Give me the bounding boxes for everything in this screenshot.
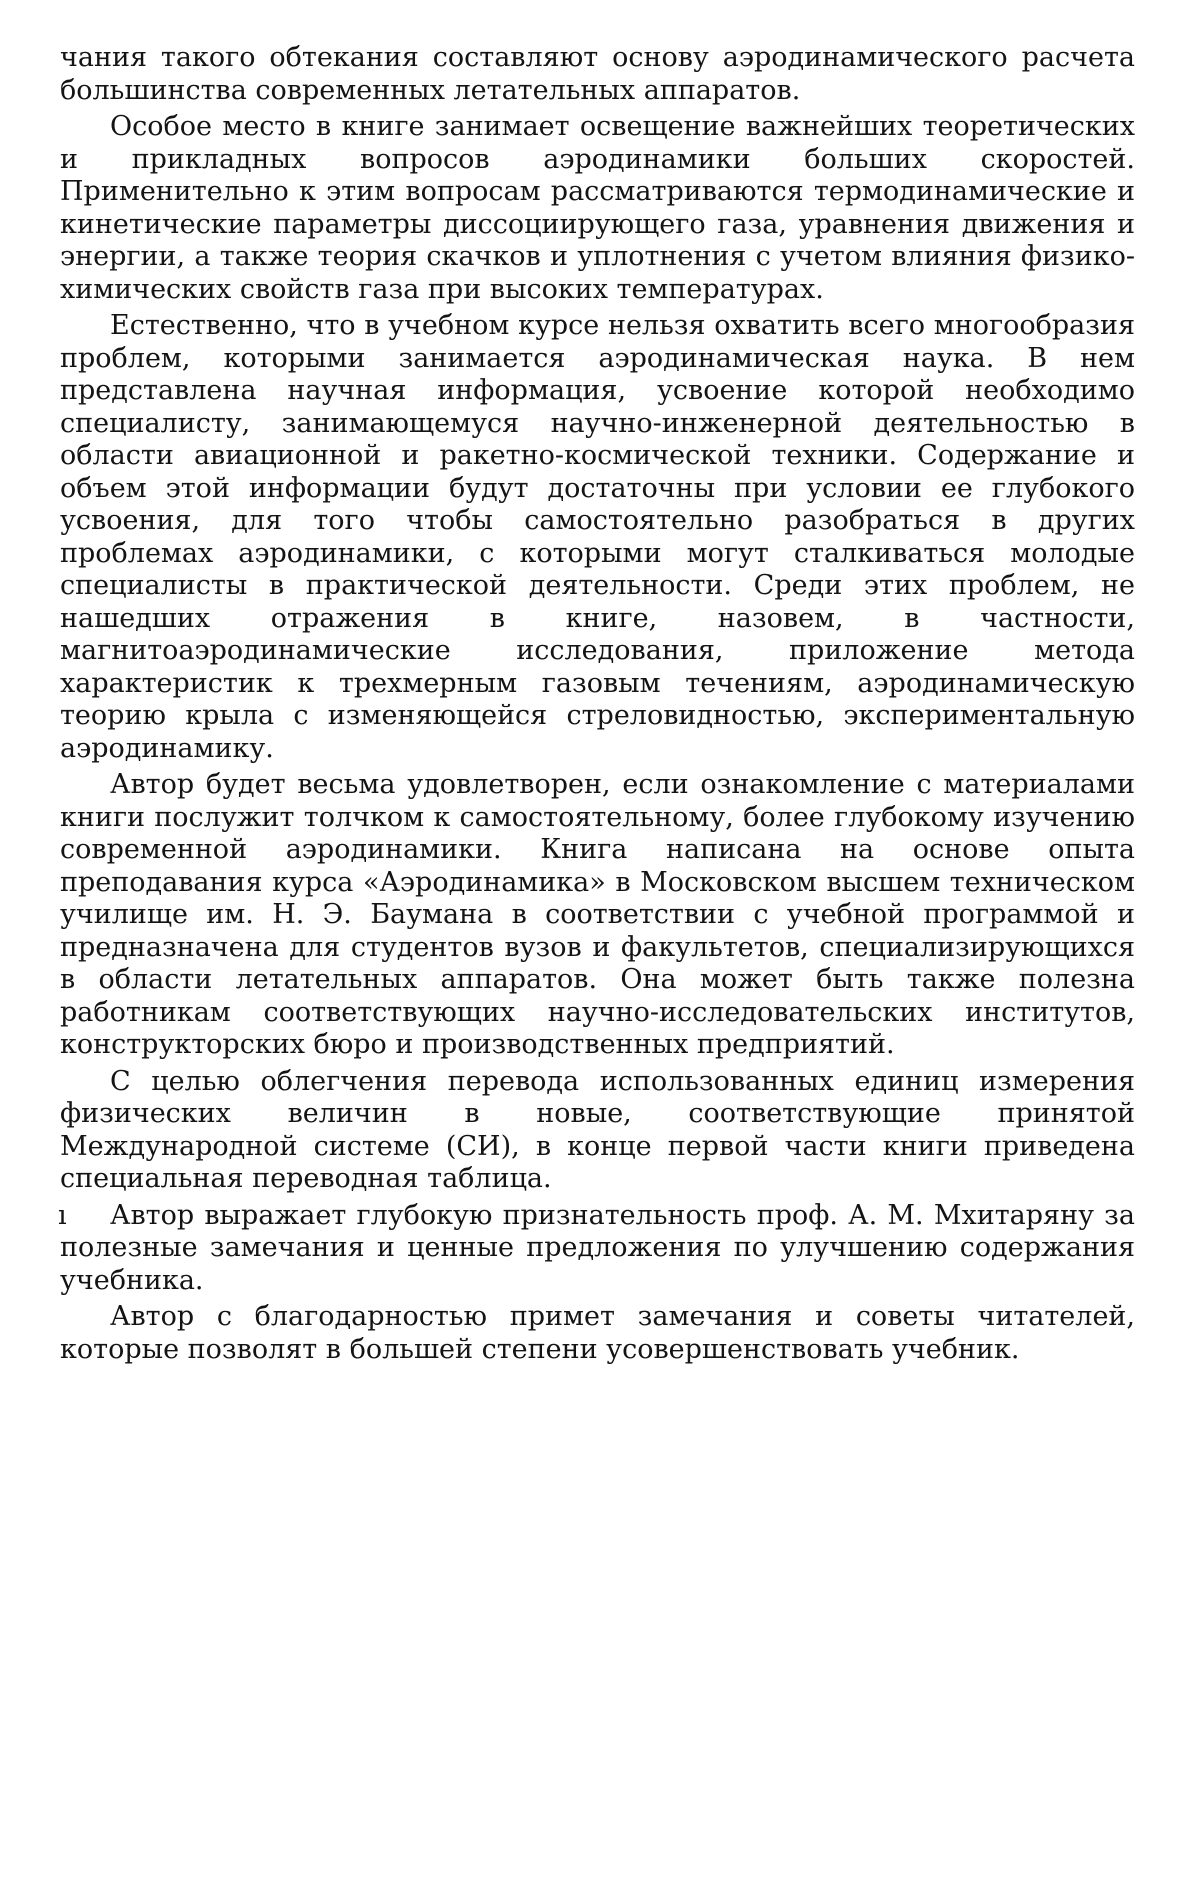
paragraph-high-speed-aerodynamics: Особое место в книге занимает освещение важнейших теоретических и прикладных вопросов аэродинамики больших скоростей. Применительно к этим вопросам рассматриваются термодинамические и кинетические параметры диссоциирующего газа, уравнения движения и энергии, а также теория скачков и уплотнения с учетом влияния физико-химических свойств газа при высоких температурах. <box>60 111 1135 305</box>
paragraph-author-hopes: Автор будет весьма удовлетворен, если ознакомление с материалами книги послужит толчком к самостоятельному, более глубокому изучению современной аэродинамики. Книга написана на основе опыта преподавания курса «Аэродинамика» в Московском высшем техническом училище им. Н. Э. Баумана в соответствии с учебной программой и предназначена для студентов вузов и факультетов, специализирующихся в области летательных аппаратов. Она может быть также полезна работникам соответствующих научно-исследовательских институтов, конструкторских бюро и производственных предприятий. <box>60 769 1135 1060</box>
paragraph-scope-of-course: Естественно, что в учебном курсе нельзя охватить всего многообразия проблем, которыми занимается аэродинамическая наука. В нем представлена научная информация, усвоение которой необходимо специалисту, занимающемуся научно-инженерной деятельностью в области авиационной и ракетно-космической техники. Содержание и объем этой информации будут достаточны при условии ее глубокого усвоения, для того чтобы самостоятельно разобраться в других проблемах аэродинамики, с которыми могут сталкиваться молодые специалисты в практической деятельности. Среди этих проблем, не нашедших отражения в книге, назовем, в частности, магнитоаэродинамические исследования, приложение метода характеристик к трехмерным газовым течениям, аэродинамическую теорию крыла с изменяющейся стреловидностью, экспериментальную аэродинамику. <box>60 310 1135 764</box>
margin-mark: ı <box>58 1199 67 1231</box>
paragraph-units-table: С целью облегчения перевода использованных единиц измерения физических величин в новые, соответствующие принятой Международной системе (СИ), в конце первой части книги приведена специальная переводная таблица. <box>60 1065 1135 1194</box>
preface-text <box>60 42 1135 1366</box>
acknowledgement-text: Автор выражает глубокую признательность проф. А. М. Мхитаряну за полезные замечания и ценные предложения по улучшению содержания учебника. <box>60 1199 1135 1296</box>
paragraph-acknowledgement <box>60 1200 1135 1298</box>
paragraph-reader-feedback: Автор с благодарностью примет замечания и советы читателей, которые позволят в большей степени усовершенствовать учебник. <box>60 1301 1135 1365</box>
paragraph-continued: чания такого обтекания составляют основу аэродинамического расчета большинства современных летательных аппаратов. <box>60 42 1135 106</box>
